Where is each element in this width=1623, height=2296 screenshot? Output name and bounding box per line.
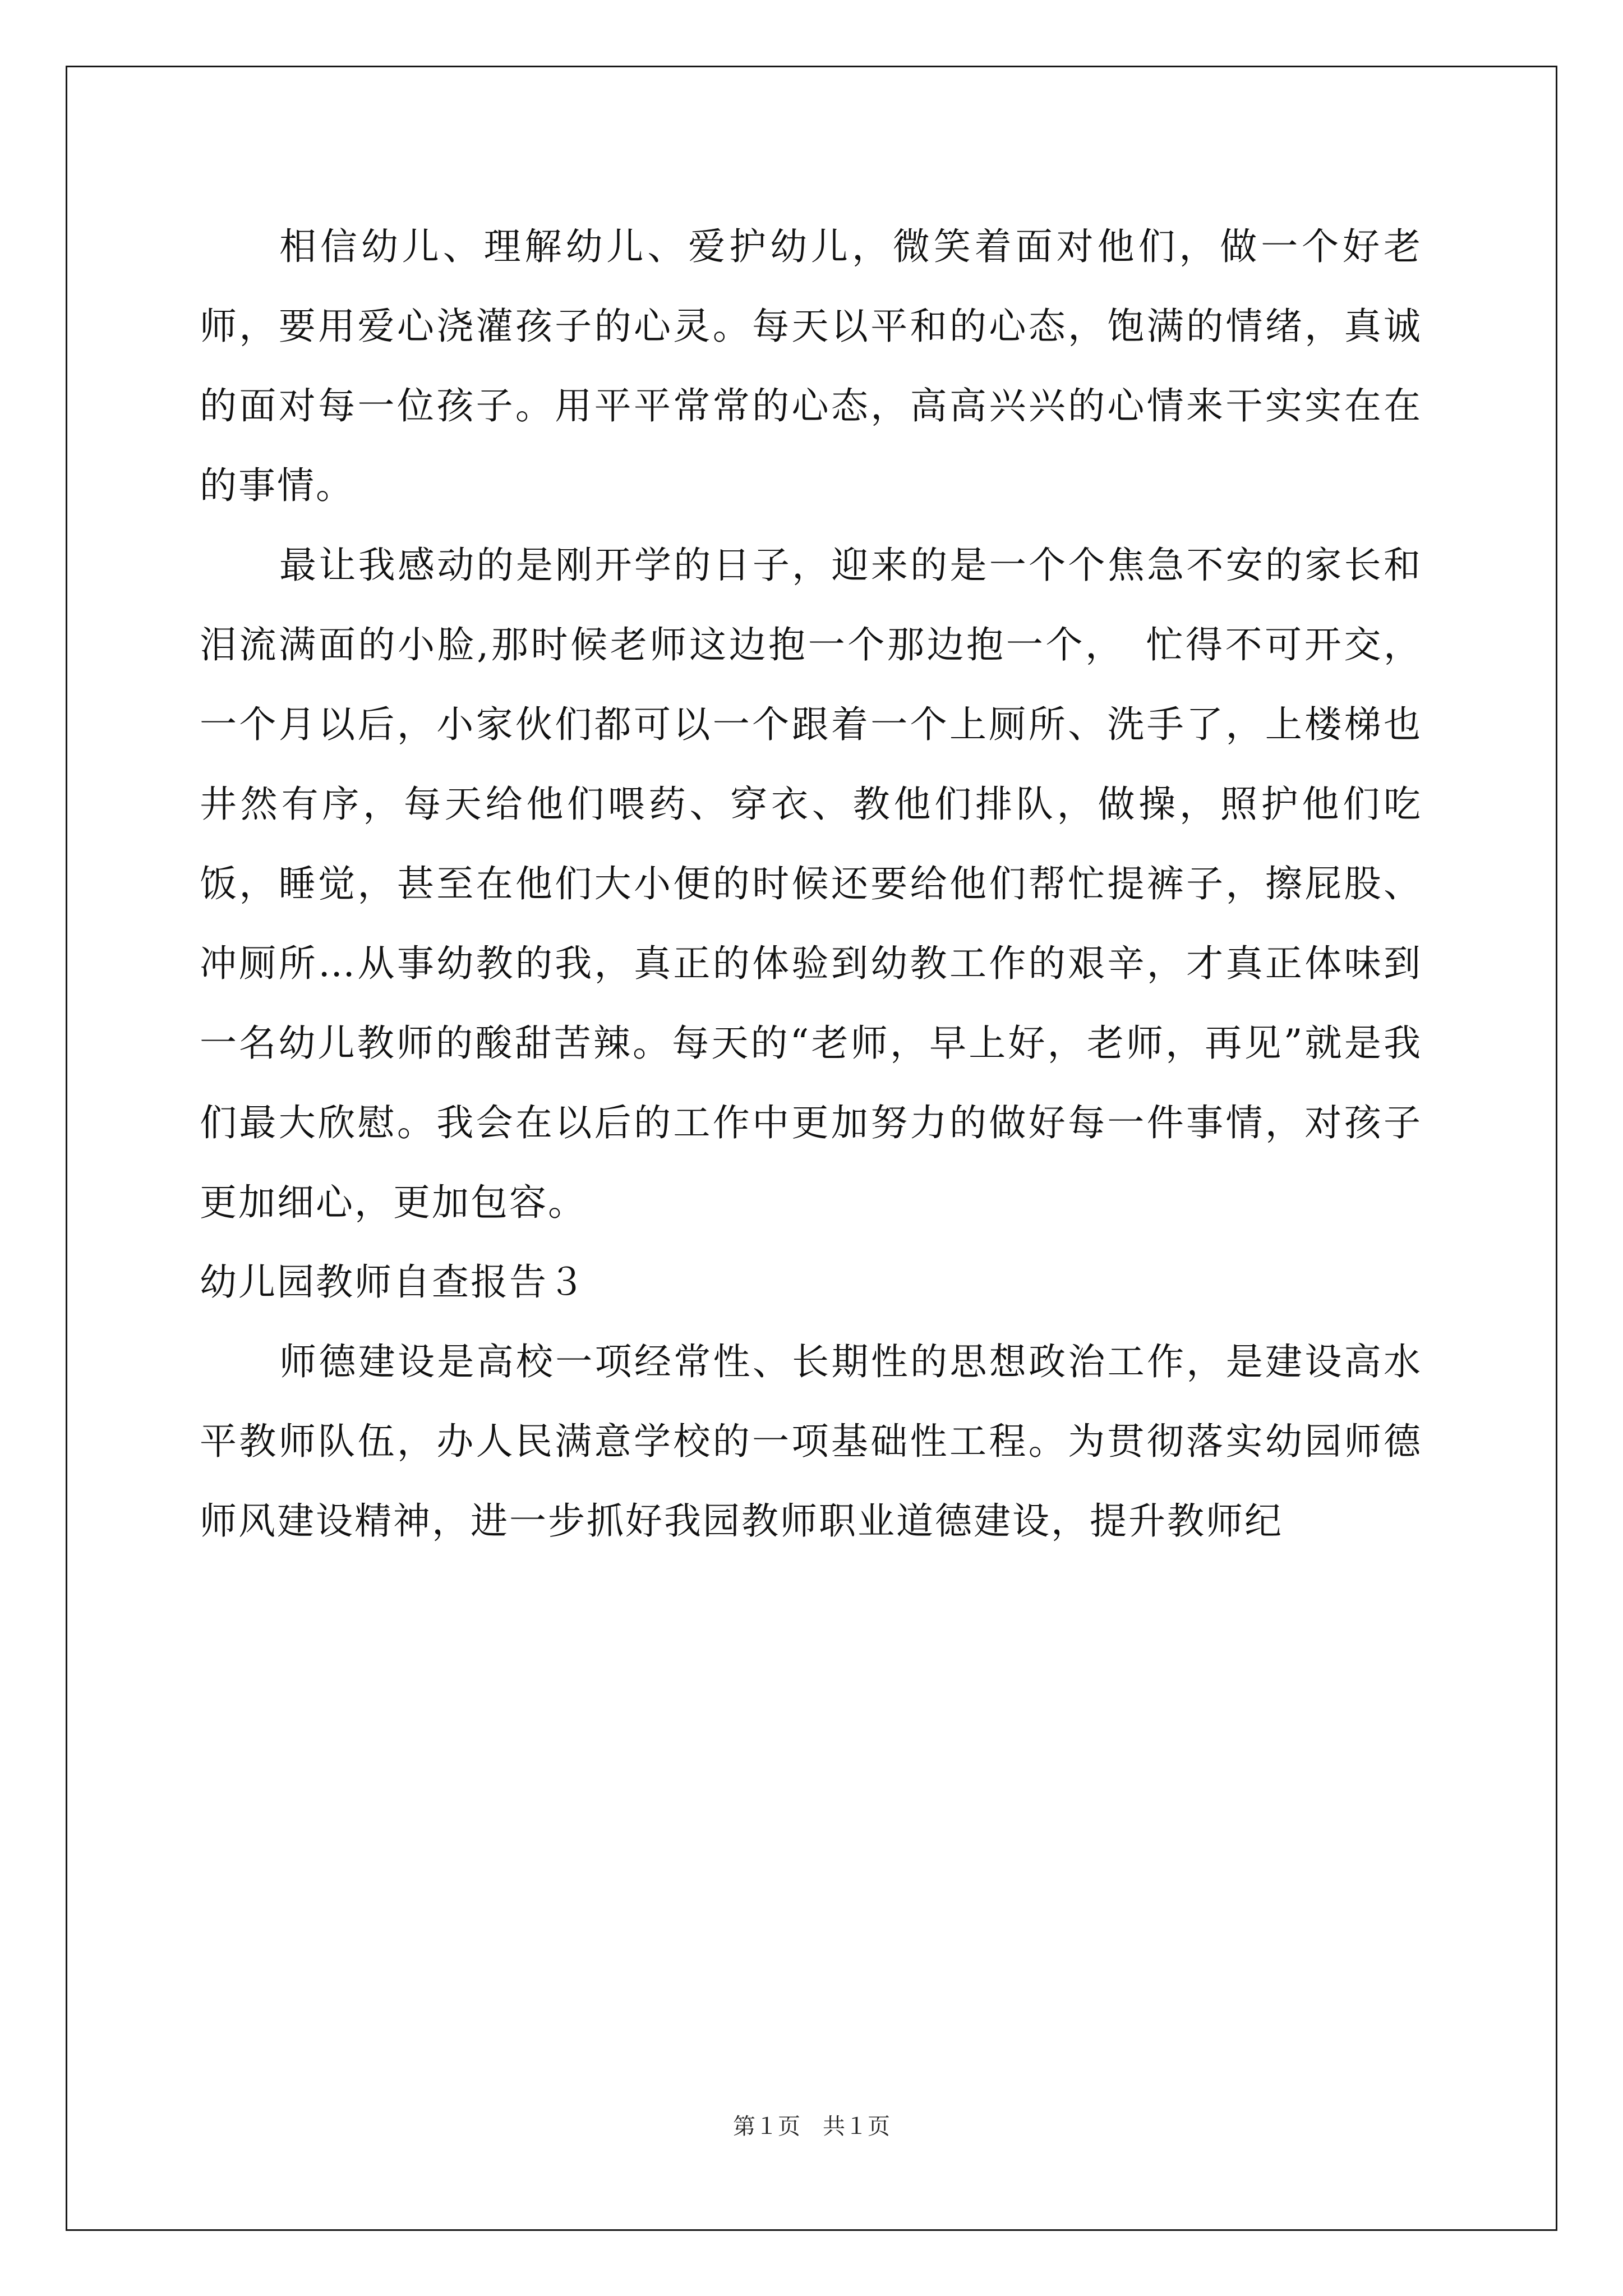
paragraph-3: 师德建设是高校一项经常性、长期性的思想政治工作，是建设高水平教师队伍，办人民满意学校的一项基础性工程。为贯彻落实幼园师德师风建设精神，进一步抓好我园教师职业道德建设，提升教师纪: [200, 1340, 1422, 1543]
paragraph-2: 最让我感动的是刚开学的日子，迎来的是一个个焦急不安的家长和泪流满面的小脸,那时候老师这边抱一个那边抱一个， 忙得不可开交，一个月以后，小家伙们都可以一个跟着一个上厕所、洗手了，上楼梯也井然有序，每天给他们喂药、穿衣、教他们排队，做操，照护他们吃饭，睡觉，甚至在他们大小便的时候还要给他们帮忙提裤子，擦屁股、冲厕所…从事幼教的我，真正的体验到幼教工作的艰辛，才真正体味到一名幼儿教师的酸甜苦辣。每天的“老师，早上好，老师，再见”就是我们最大欣慰。我会在以后的工作中更加努力的做好每一件事情，对孩子更加细心，更加包容。: [200, 544, 1422, 1224]
page-total: 共１页: [823, 2114, 890, 2139]
section-heading: 幼儿园教师自查报告３: [200, 1260, 587, 1304]
document-body: [200, 207, 1422, 1561]
page-footer: [0, 2113, 1623, 2141]
page-number: 第１页: [733, 2114, 800, 2139]
paragraph-1: 相信幼儿、理解幼儿、爱护幼儿，微笑着面对他们，做一个好老师，要用爱心浇灌孩子的心灵。每天以平和的心态，饱满的情绪，真诚的面对每一位孩子。用平平常常的心态，高高兴兴的心情来干实实在在的事情。: [200, 225, 1422, 507]
